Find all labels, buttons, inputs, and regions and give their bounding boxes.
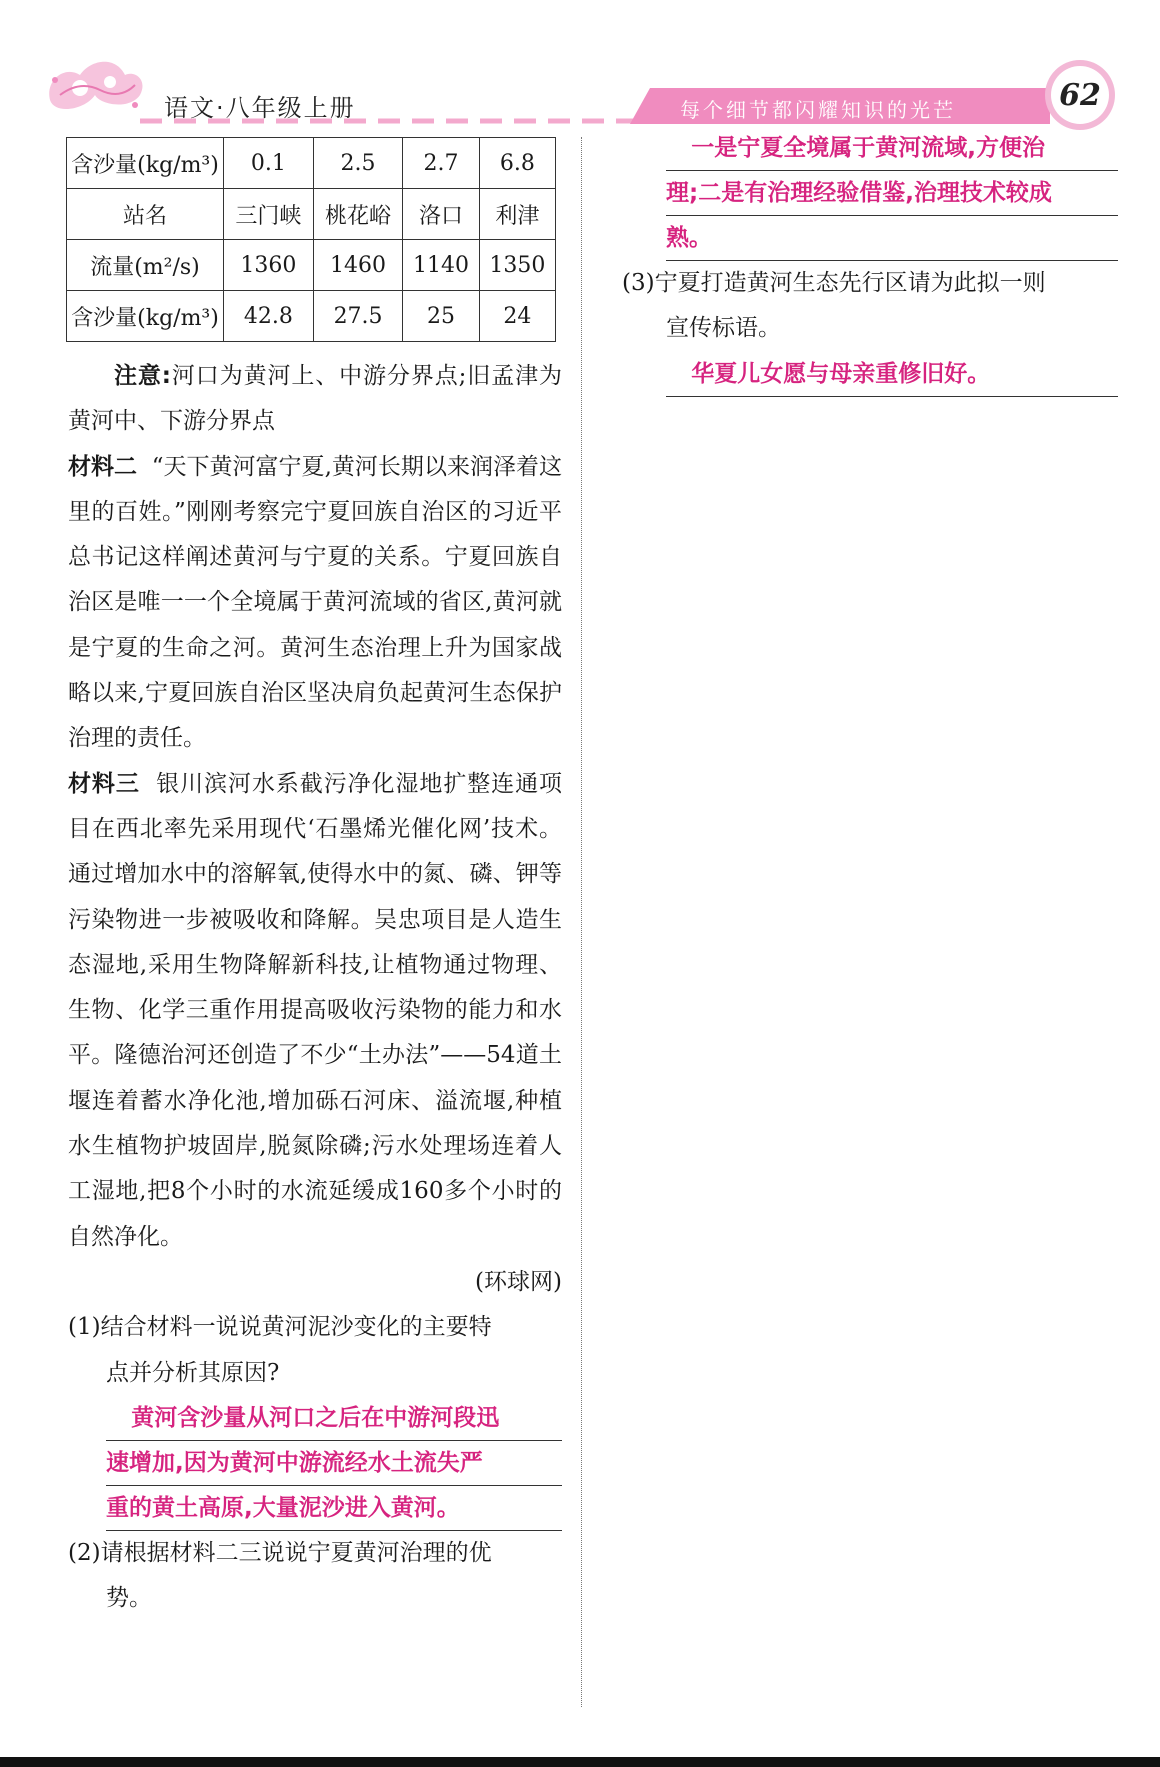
question-1-line1: (1)结合材料一说说黄河泥沙变化的主要特	[68, 1314, 492, 1341]
table-cell: 含沙量(kg/m³)	[67, 291, 224, 342]
note-text: 河口为黄河上、中游分界点;旧孟津为黄河中、下游分界点	[68, 363, 563, 435]
table-cell: 2.5	[313, 138, 403, 189]
header-subject: 语文·八年级上册	[164, 94, 356, 122]
table-cell: 1460	[313, 240, 403, 291]
table-cell: 25	[403, 291, 479, 342]
table-cell: 1140	[403, 240, 479, 291]
question-3	[622, 261, 1118, 306]
page-number-badge	[1045, 60, 1115, 130]
table-cell: 42.8	[224, 291, 314, 342]
table-cell: 含沙量(kg/m³)	[67, 138, 224, 189]
answer-line: 理;二是有治理经验借鉴,治理技术较成	[666, 171, 1118, 216]
table-cell: 27.5	[313, 291, 403, 342]
question-1	[68, 1305, 562, 1350]
header-dash-line	[140, 118, 640, 124]
material-three	[68, 762, 562, 1260]
table-cell: 桃花峪	[313, 189, 403, 240]
page-header	[0, 0, 1160, 140]
question-2	[68, 1531, 562, 1576]
table-row	[67, 138, 556, 189]
table-row	[67, 291, 556, 342]
table-cell: 24	[479, 291, 555, 342]
material-three-text: 银川滨河水系截污净化湿地扩整连通项目在西北率先采用现代‘石墨烯光催化网’技术。通过增加水中的溶解氧,使得水中的氮、磷、钾等污染物进一步被吸收和降解。吴忠项目是人造生态湿地,采用生物降解新科技,让植物通过物理、生物、化学三重作用提高吸收污染物的能力和水平。隆德治河还创造了不少“土办法”——54道土堰连着蓄水净化池,增加砾石河床、溢流堰,种植水生植物护坡固岸,脱氮除磷;污水处理场连着人工湿地,把8个小时的水流延缓成160多个小时的自然净化。	[68, 770, 563, 1250]
question-2-cont: 势。	[106, 1585, 152, 1612]
sediment-table	[66, 137, 556, 342]
answer-line: 速增加,因为黄河中游流经水土流失严	[106, 1441, 562, 1486]
material-two-label: 材料二	[68, 453, 138, 480]
answer-line: 黄河含沙量从河口之后在中游河段迅	[106, 1396, 562, 1441]
answer-line: 重的黄土高原,大量泥沙进入黄河。	[106, 1486, 562, 1531]
column-divider	[581, 137, 582, 1707]
table-cell: 1360	[224, 240, 314, 291]
right-column	[622, 126, 1118, 397]
answer-line: 熟。	[666, 216, 1118, 261]
material-two-text: “天下黄河富宁夏,黄河长期以来润泽着这里的百姓。”刚刚考察完宁夏回族自治区的习近平总书记这样阐述黄河与宁夏的关系。宁夏回族自治区是唯一一个全境属于黄河流域的省区,黄河就是宁夏的生命之河。黄河生态治理上升为国家战略以来,宁夏回族自治区坚决肩负起黄河生态保护治理的责任。	[68, 453, 563, 752]
answer-line: 一是宁夏全境属于黄河流域,方便治	[666, 126, 1118, 171]
material-two	[68, 445, 562, 762]
material-three-label: 材料三	[68, 770, 140, 797]
question-3-cont: 宣传标语。	[666, 315, 781, 342]
header-slogan: 每个细节都闪耀知识的光芒	[680, 98, 956, 122]
table-cell: 洛口	[403, 189, 479, 240]
answer-line: 华夏儿女愿与母亲重修旧好。	[666, 352, 1118, 397]
table-cell: 三门峡	[224, 189, 314, 240]
table-cell: 站名	[67, 189, 224, 240]
table-cell: 1350	[479, 240, 555, 291]
table-note	[68, 354, 562, 445]
floral-ornament-icon	[40, 50, 150, 120]
table-row	[67, 240, 556, 291]
table-cell: 2.7	[403, 138, 479, 189]
table-cell: 流量(m²/s)	[67, 240, 224, 291]
answer-3	[666, 352, 1118, 397]
answer-1	[106, 1396, 562, 1531]
bottom-edge	[0, 1757, 1160, 1767]
answer-2	[666, 126, 1118, 261]
note-label: 注意:	[114, 363, 171, 389]
left-column	[68, 137, 562, 1621]
question-1-cont: 点并分析其原因?	[106, 1359, 280, 1386]
table-cell: 6.8	[479, 138, 555, 189]
material-source: (环球网)	[475, 1268, 562, 1295]
table-row	[67, 189, 556, 240]
question-2-line1: (2)请根据材料二三说说宁夏黄河治理的优	[68, 1539, 492, 1566]
table-cell: 0.1	[224, 138, 314, 189]
page-number: 62	[1051, 66, 1109, 124]
table-cell: 利津	[479, 189, 555, 240]
question-3-line1: (3)宁夏打造黄河生态先行区请为此拟一则	[622, 270, 1046, 296]
